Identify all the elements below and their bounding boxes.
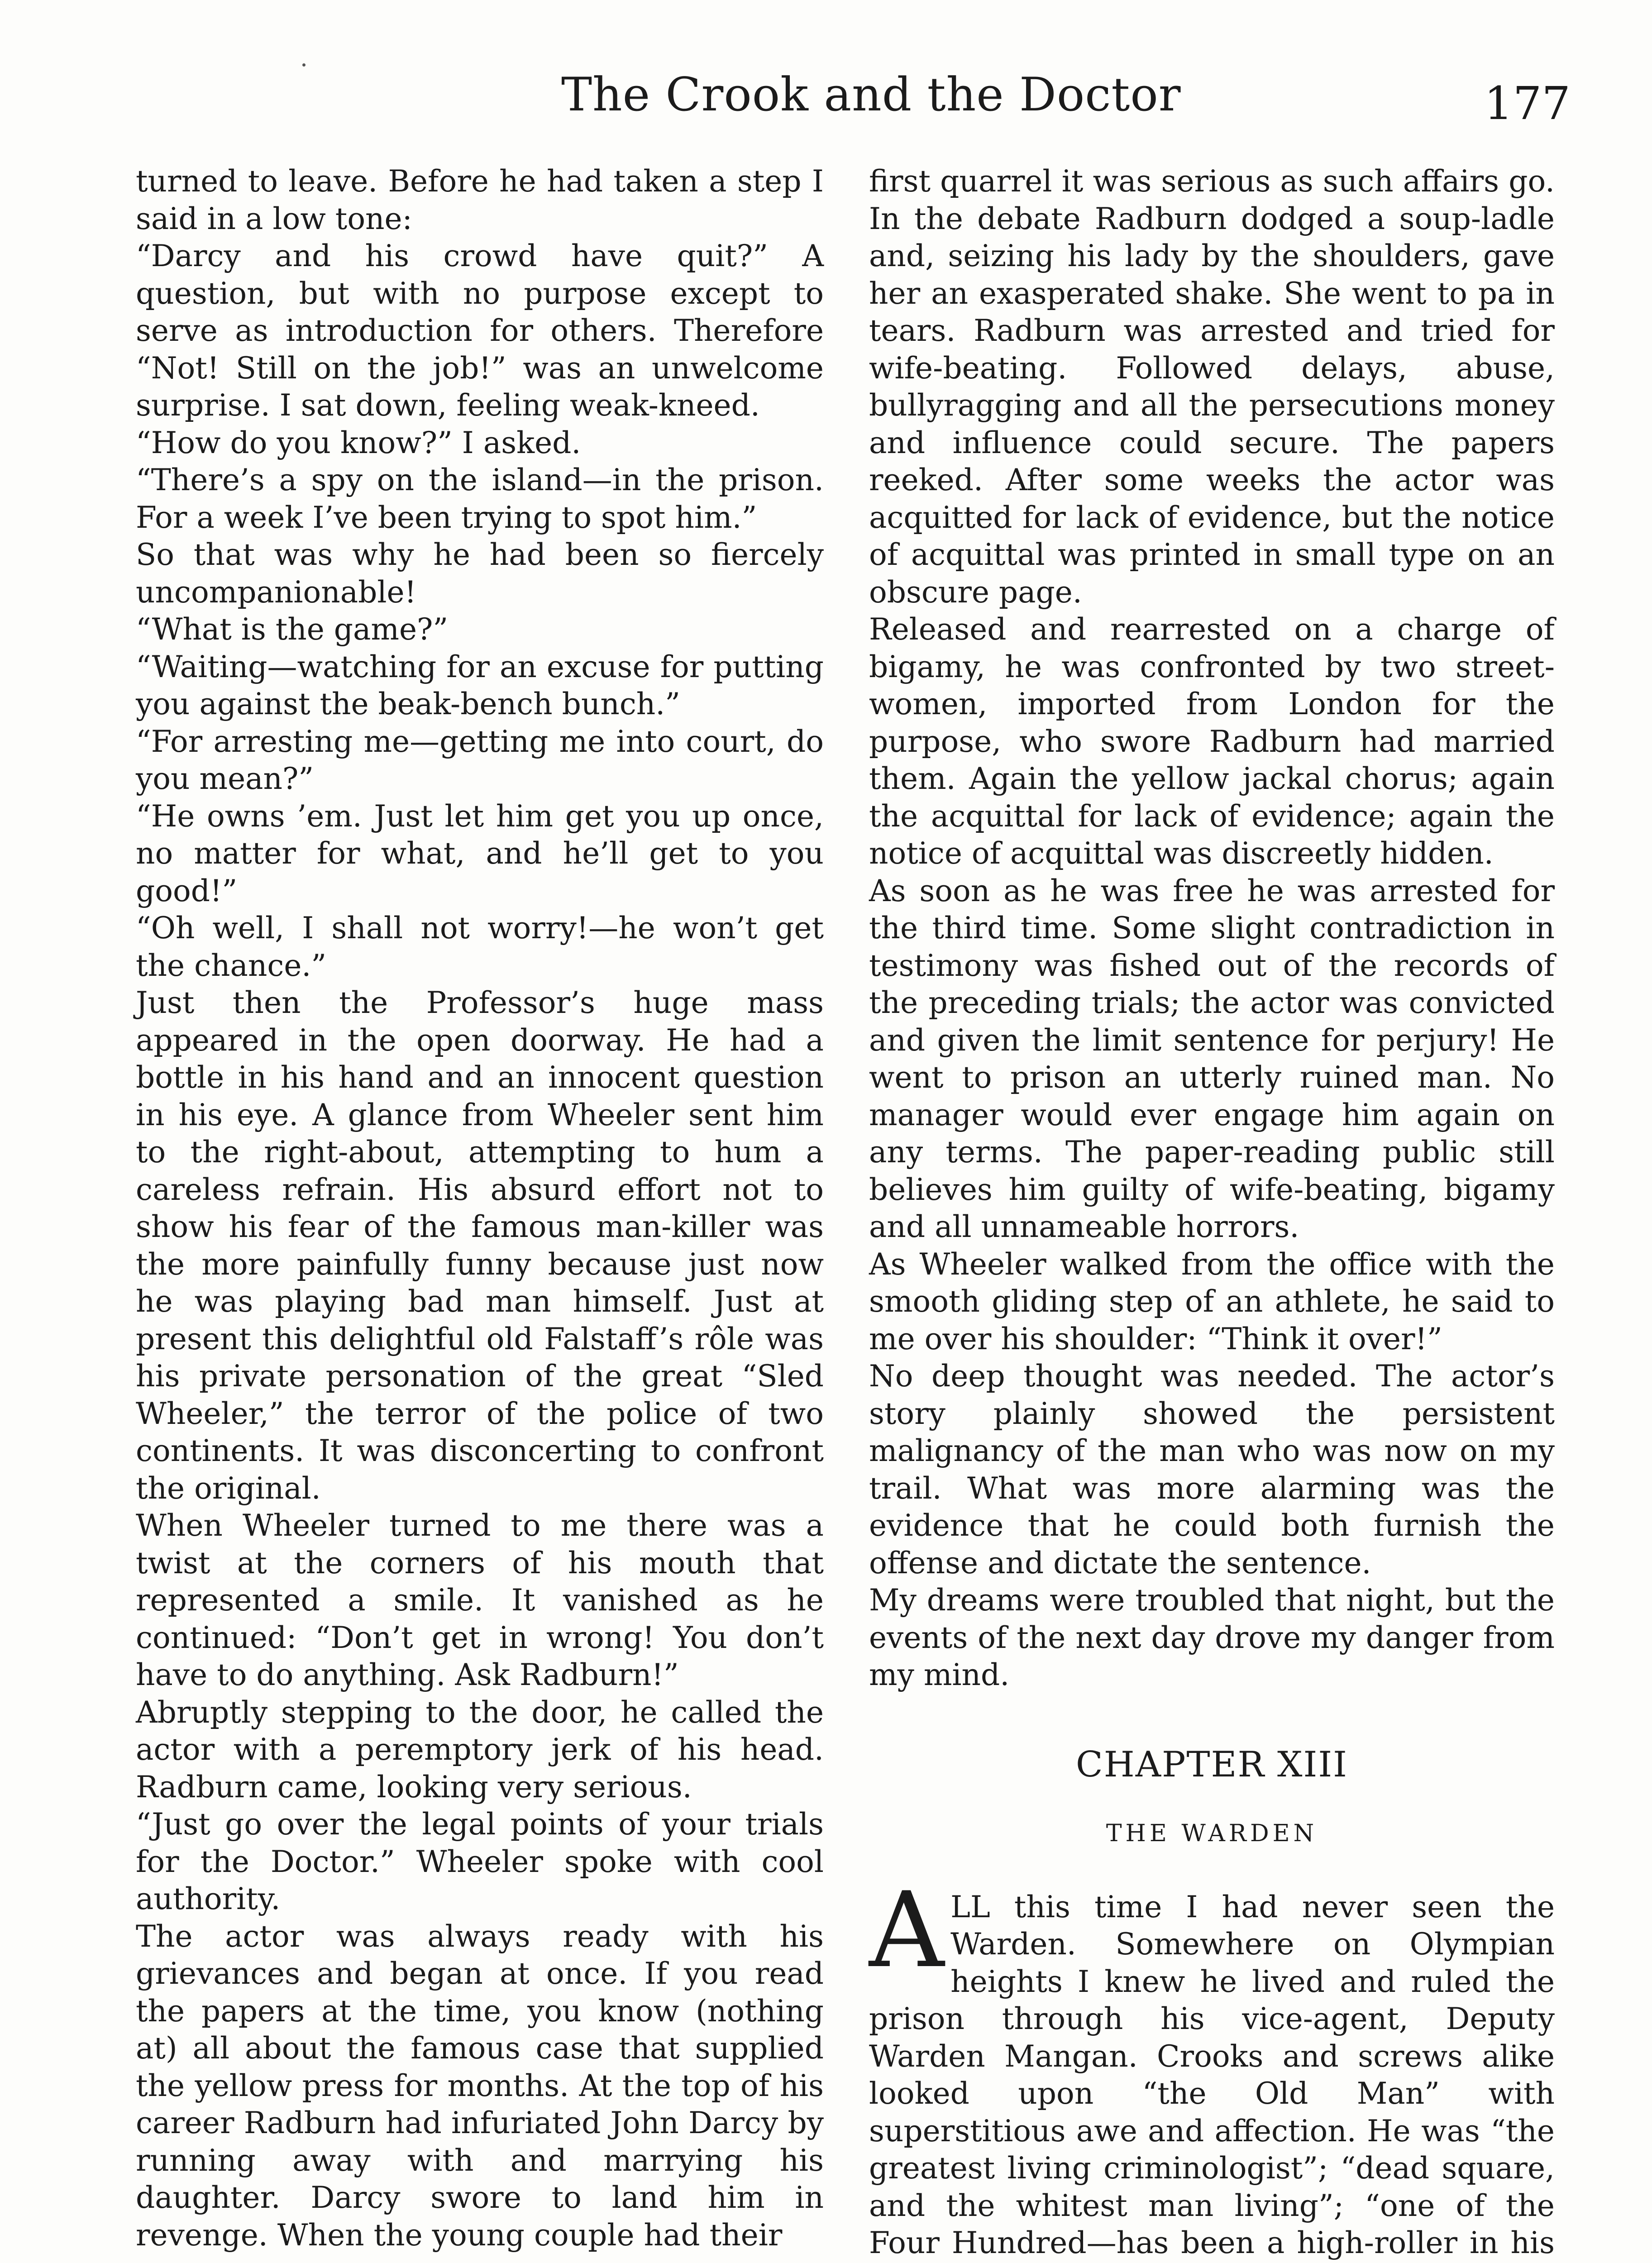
chapter-heading: CHAPTER XIII (1076, 1744, 1348, 1785)
paragraph: Released and rearrested on a charge of bigamy, he was confronted by two street-women, imported from London for the purpose, who swore Radburn had married them. Again the yellow jackal chorus; again the acquittal for lack of evidence; again the notice of acquittal was discreetly hidden. (869, 612, 1555, 871)
paragraph: “For arresting me—getting me into court, do you mean?” (136, 724, 824, 796)
left-column (136, 163, 824, 2254)
print-speck (302, 63, 306, 67)
paragraph: “How do you know?” I asked. (136, 425, 581, 460)
paragraph: first quarrel it was serious as such affairs go. In the debate Radburn dodged a soup-ladle and, seizing his lady by the shoulders, gave her an exasperated shake. She went to pa in tears. Radburn was arrested and tried for wife-beating. Followed delays, abuse, bullyragging and all the persecutions money and influence could secure. The papers reeked. After some weeks the actor was acquitted for lack of evidence, but the notice of acquittal was printed in small type on an obscure page. (869, 164, 1555, 610)
paragraph: No deep thought was needed. The actor’s story plainly showed the persistent malignancy of the man who was now on my trail. What was more alarming was the evidence that he could both furnish the offense and dictate the sentence. (869, 1359, 1555, 1580)
paragraph: As Wheeler walked from the office with the smooth gliding step of an athlete, he said to me over his shoulder: “Think it over!” (869, 1246, 1555, 1356)
paragraph: The actor was always ready with his grievances and began at once. If you read the papers at the time, you know (nothing at) all about the famous case that supplied the yellow press for months. At the top of his career Radburn had infuriated John Darcy by running away with and marrying his daughter. Darcy swore to land him in revenge. When the young couple had their (136, 1919, 824, 2253)
running-title: The Crook and the Doctor (561, 68, 1181, 122)
paragraph: “There’s a spy on the island—in the prison. For a week I’ve been trying to spot him.” (136, 463, 824, 535)
paragraph: “Just go over the legal points of your trials for the Doctor.” Wheeler spoke with cool authority. (136, 1807, 824, 1916)
right-column (869, 163, 1555, 2263)
paragraph: My dreams were troubled that night, but the events of the next day drove my danger from my mind. (869, 1583, 1555, 1692)
paragraph: “He owns ’em. Just let him get you up once, no matter for what, and he’ll get to you good!” (136, 798, 824, 908)
paragraph: As soon as he was free he was arrested for the third time. Some slight contradiction in testimony was fished out of the records of the preceding trials; the actor was convicted and given the limit sentence for perjury! He went to prison an utterly ruined man. No manager would ever engage him again on any terms. The paper-reading public still believes him guilty of wife-beating, bigamy and all unnameable horrors. (869, 873, 1555, 1244)
chapter-opening-paragraph (869, 1870, 1555, 2263)
paragraph: “Waiting—watching for an excuse for putting you against the beak-bench bunch.” (136, 649, 824, 721)
paragraph: turned to leave. Before he had taken a step I said in a low tone: (136, 164, 824, 236)
chapter-subtitle: THE WARDEN (1106, 1820, 1318, 1847)
paragraph: Abruptly stepping to the door, he called the actor with a peremptory jerk of his head. Radburn came, looking very serious. (136, 1695, 824, 1805)
paragraph: Just then the Professor’s huge mass appeared in the open doorway. He had a bottle in his hand and an innocent question in his eye. A glance from Wheeler sent him to the right-about, attempting to hum a careless refrain. His absurd effort not to show his fear of the famous man-killer was the more painfully funny because just now he was playing bad man himself. Just at present this delightful old Falstaff’s rôle was his private personation of the great “Sled Wheeler,” the terror of the police of two continents. It was disconcerting to confront the original. (136, 985, 824, 1506)
paragraph: When Wheeler turned to me there was a twist at the corners of his mouth that represented a smile. It vanished as he continued: “Don’t get in wrong! You don’t have to do anything. Ask Radburn!” (136, 1508, 824, 1692)
page-number: 177 (1484, 77, 1571, 130)
paragraph: “Oh well, I shall not worry!—he won’t get the chance.” (136, 911, 824, 983)
drop-cap: A (869, 1870, 945, 1991)
chapter-opening-text: LL this time I had never seen the Warden. Somewhere on Olympian heights I knew he lived and ruled the prison through his vice-agent, Deputy Warden Mangan. Crooks and screws alike looked upon “the Old Man” with superstitious awe and affection. He was “the greatest living criminologist”; “dead square, and the whitest man living”; “one of the Four Hundred—has been a high-roller in his (869, 1889, 1555, 2260)
paragraph: “What is the game?” (136, 612, 449, 647)
paragraph: So that was why he had been so fiercely uncompanionable! (136, 537, 824, 610)
paragraph: “Darcy and his crowd have quit?” A question, but with no purpose except to serve as introduction for others. Therefore “Not! Still on the job!” was an unwelcome surprise. I sat down, feeling weak-kneed. (136, 239, 824, 423)
